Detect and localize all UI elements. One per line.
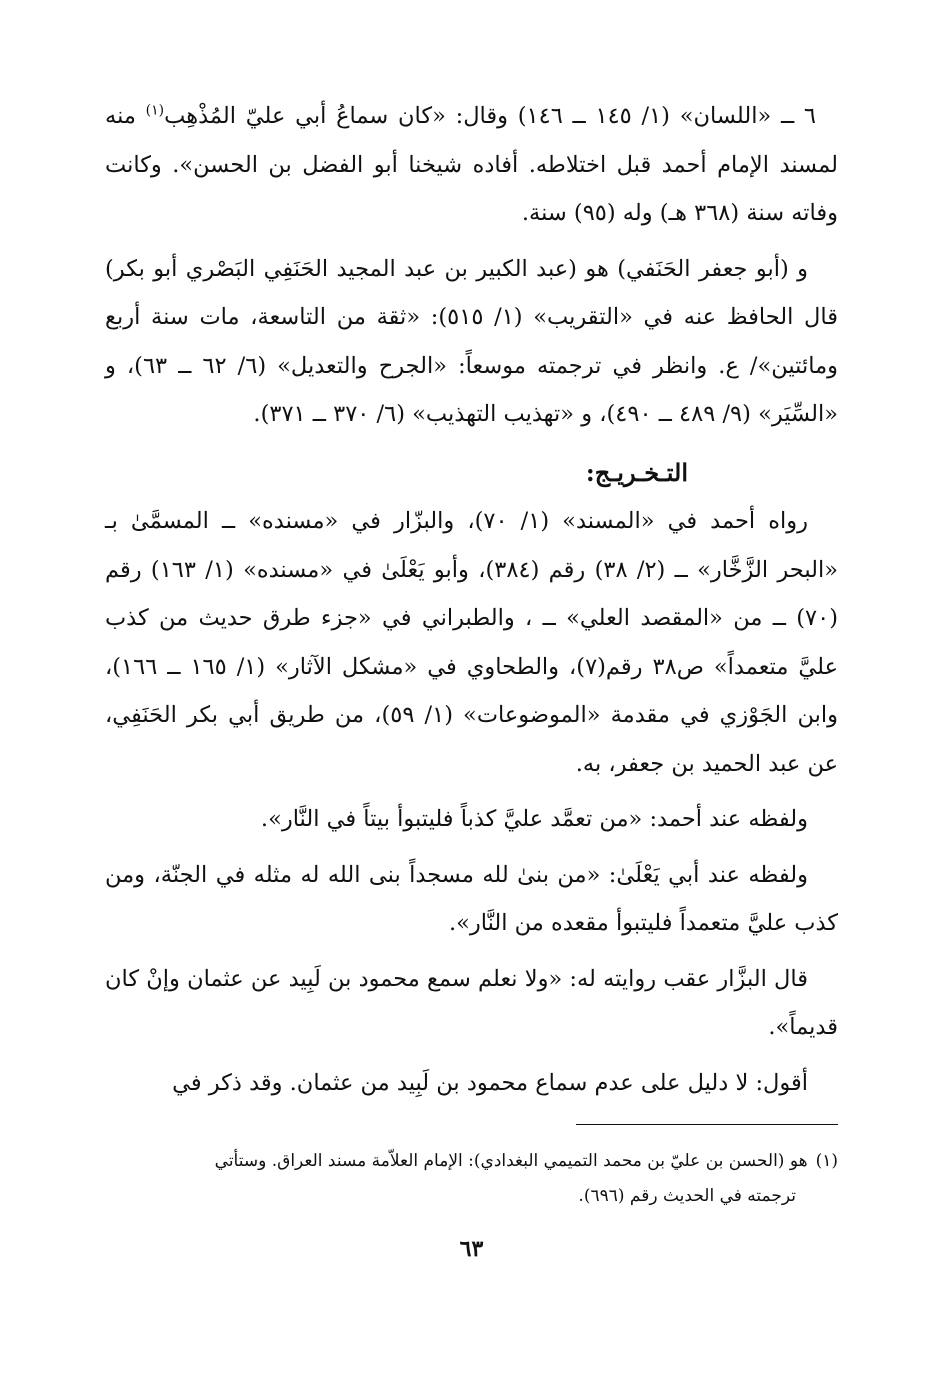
- paragraph-lisan-text: ٦ ــ «اللسان» (١/ ١٤٥ ــ ١٤٦) وقال: «كان سماعُ أبي عليّ المُذْهِب: [164, 103, 816, 129]
- paragraph-lisan-note: [105, 92, 838, 238]
- page-number: ٦٣: [459, 1236, 484, 1262]
- paragraph-abu-jafar: و (أبو جعفر الحَنَفي) هو (عبد الكبير بن عبد المجيد الحَنَفِي البَصْري أبو بكر) قال الحافظ عنه في «التقريب» (١/ ٥١٥): «ثقة من التاسعة، مات سنة أربع ومائتين»/ ع. وانظر في ترجمته موسعاً: «الجرح والتعديل» (٦/ ٦٢ ــ ٦٣)، و «السِّيَر» (٩/ ٤٨٩ ــ ٤٩٠)، و «تهذيب التهذيب» (٦/ ٣٧٠ ــ ٣٧١).: [105, 255, 839, 427]
- footnote-number: (١): [815, 1151, 838, 1171]
- paragraph-bazzar-comment: قال البزَّار عقب روايته له: «ولا نعلم سمع محمود بن لَبِيد عن عثمان وإنْ كان قديماً».: [105, 965, 838, 1040]
- footnote-line-1: هو (الحسن بن عليّ بن محمد التميمي البغدادي): الإمام العلاّمة مسند العراق. وستأتي: [214, 1151, 808, 1171]
- section-heading-takhrij: التـخـريـج:: [585, 457, 688, 487]
- paragraph-author-remark: أقول: لا دليل على عدم سماع محمود بن لَبِيد من عثمان. وقد ذكر في: [172, 1069, 808, 1096]
- paragraph-ahmad-wording: ولفظه عند أحمد: «من تعمَّد عليَّ كذباً فليتبوأ بيتاً في النَّار».: [260, 806, 808, 832]
- footnote-line-2: ترجمته في الحديث رقم (٦٩٦).: [578, 1186, 796, 1206]
- footnote-reference: (١): [145, 102, 165, 119]
- paragraph-takhrij: رواه أحمد في «المسند» (١/ ٧٠)، والبزّار في «مسنده» ــ المسمَّىٰ بـ «البحر الزَّخَّار» ــ (٢/ ٣٨) رقم (٣٨٤)، وأبو يَعْلَىٰ في «مسنده» (١/ ١٦٣) رقم (٧٠) ــ من «المقصد العلي» ــ ، والطبراني في «جزء طرق حديث من كذب عليَّ متعمداً» ص٣٨ رقم(٧)، والطحاوي في «مشكل الآثار» (١/ ١٦٥ ــ ١٦٦)، وابن الجَوْزي في مقدمة «الموضوعات» (١/ ٥٩)، من طريق أبي بكر الحَنَفِي، عن عبد الحميد بن جعفر، به.: [105, 508, 839, 777]
- footnote: [105, 1144, 838, 1214]
- main-text-block: [105, 92, 838, 1114]
- paragraph-abu-yala-wording: ولفظه عند أبي يَعْلَىٰ: «من بنىٰ لله مسجداً بنى الله له مثله في الجنّة، ومن كذب عليَّ متعمداً فليتبوأ مقعده من النَّار».: [105, 861, 838, 936]
- paragraph-lisan-rest: منه لمسند الإمام أحمد قبل اختلاطه. أفاده شيخنا أبو الفضل بن الحسن». وكانت وفاته سنة (٣٦٨ هـ) وله (٩٥) سنة.: [105, 103, 838, 226]
- footnote-divider: [576, 1124, 838, 1125]
